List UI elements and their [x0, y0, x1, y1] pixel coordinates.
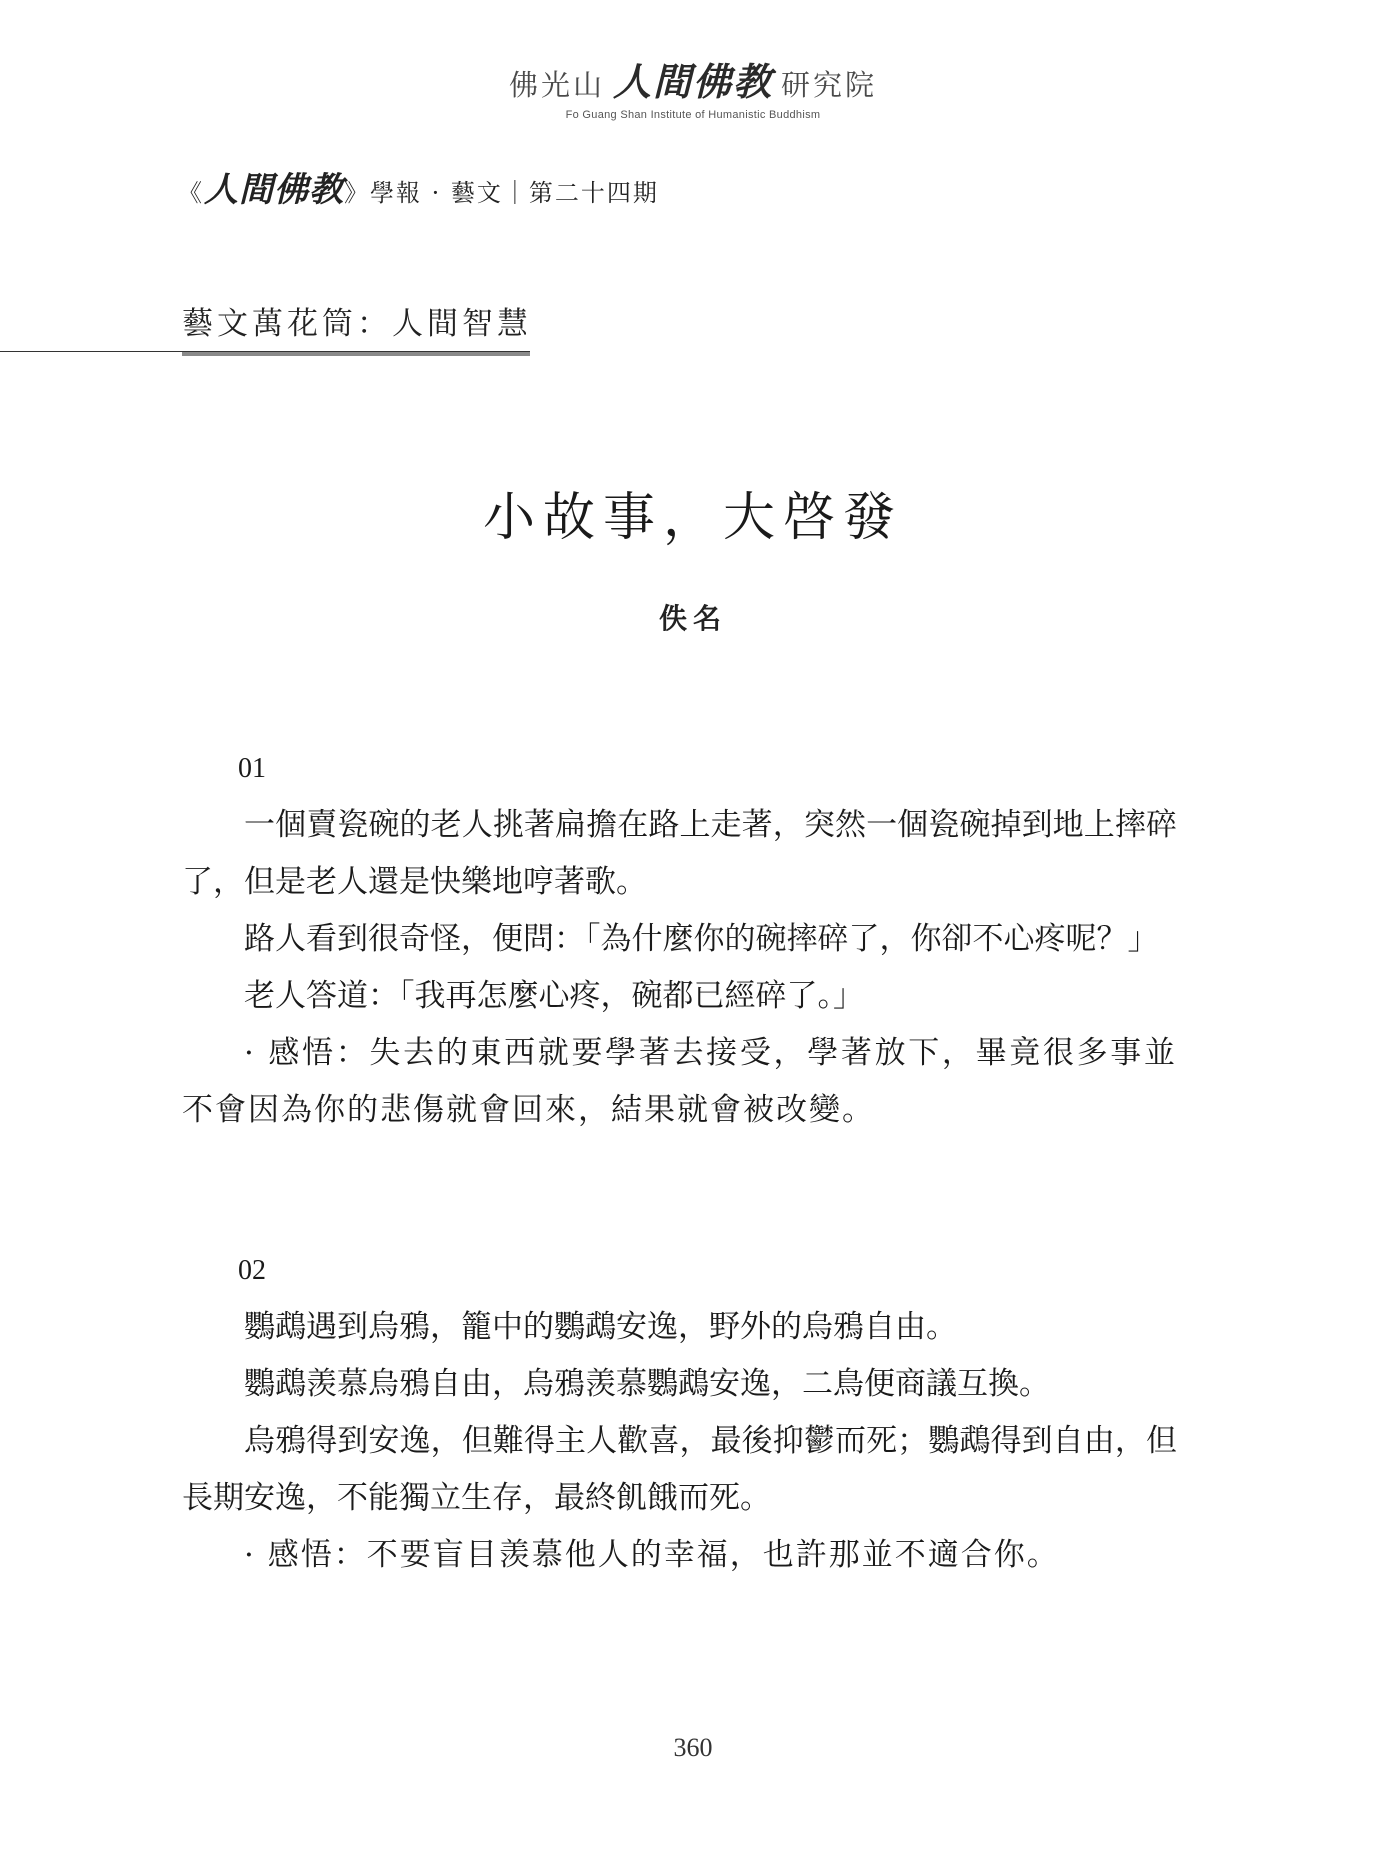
story-paragraph: 路人看到很奇怪，便問：「為什麼你的碗摔碎了，你卻不心疼呢？」 — [244, 921, 1159, 957]
story-paragraph: 老人答道：「我再怎麼心疼，碗都已經碎了。」 — [244, 978, 864, 1014]
story-paragraph: 烏鴉得到安逸，但難得主人歡喜，最後抑鬱而死；鸚鵡得到自由，但長期安逸，不能獨立生存，最終飢餓而死。 — [182, 1423, 1177, 1516]
section-title: 藝文萬花筒：人間智慧 — [182, 306, 532, 342]
story-insight: · 感悟：失去的東西就要學著去接受，學著放下，畢竟很多事並不會因為你的悲傷就會回來，結果就會被改變。 — [182, 1035, 1177, 1128]
journal-running-head — [178, 162, 659, 211]
institute-english-name: Fo Guang Shan Institute of Humanistic Buddhism — [565, 109, 821, 121]
story-number: 01 — [238, 753, 266, 784]
institute-header — [0, 59, 1386, 121]
story-paragraph: 鸚鵡羡慕烏鴉自由，烏鴉羡慕鸚鵡安逸，二鳥便商議互換。 — [244, 1366, 1050, 1402]
story-block — [182, 740, 1177, 1139]
article-author: 佚名 — [658, 602, 727, 635]
journal-issue-info: 》學報 · 藝文｜第二十四期 — [344, 179, 659, 207]
story-insight: · 感悟：不要盲目羡慕他人的幸福，也許那並不適合你。 — [244, 1537, 1060, 1573]
article-title: 小故事，大啓發 — [482, 488, 903, 548]
institute-name — [0, 59, 1386, 105]
journal-open-bracket: 《 — [178, 179, 204, 207]
journal-brand-logo: 人間佛教 — [204, 170, 344, 210]
institute-prefix: 佛光山 — [508, 68, 605, 102]
section-rule-thick — [182, 352, 530, 356]
story-number: 02 — [238, 1255, 266, 1286]
institute-suffix: 研究院 — [781, 68, 878, 102]
institute-brand-logo: 人間佛教 — [612, 59, 773, 104]
story-paragraph: 鸚鵡遇到烏鴉，籠中的鸚鵡安逸，野外的烏鴉自由。 — [244, 1309, 957, 1345]
story-paragraph: 一個賣瓷碗的老人挑著扁擔在路上走著，突然一個瓷碗掉到地上摔碎了，但是老人還是快樂地哼著歌。 — [182, 807, 1177, 900]
page-number: 360 — [673, 1733, 713, 1762]
story-block — [182, 1242, 1177, 1584]
